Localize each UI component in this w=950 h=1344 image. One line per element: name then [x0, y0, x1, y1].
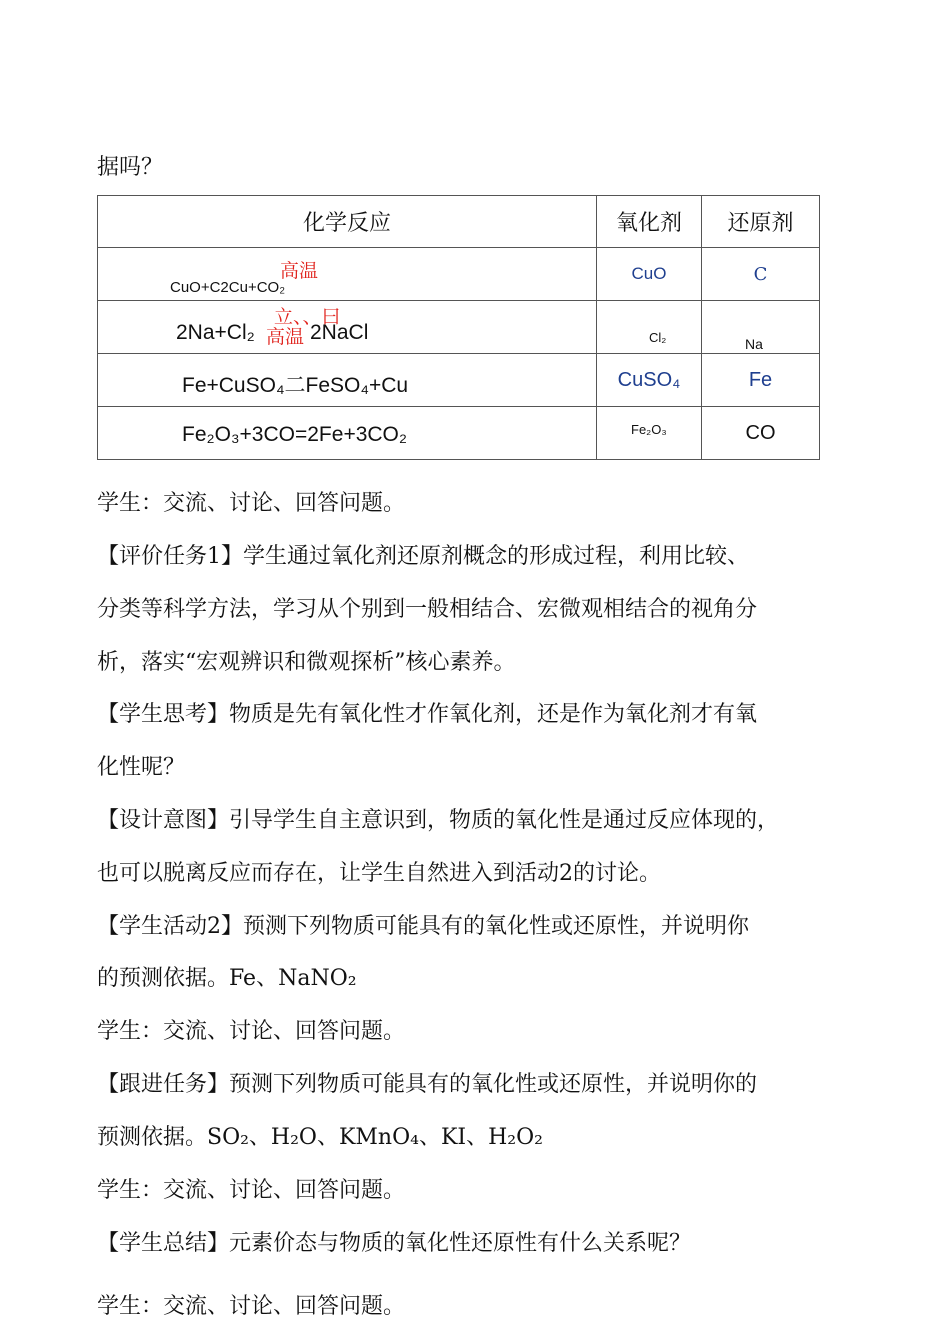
paragraph-line: 【学生总结】元素价态与物质的氧化性还原性有什么关系呢？ [97, 1231, 692, 1256]
reductant-cell [702, 407, 820, 460]
reaction-condition: 高温 [280, 261, 319, 282]
paragraph-line: 【学生思考】物质是先有氧化性才作氧化剂，还是作为氧化剂才有氧 [97, 702, 758, 727]
paragraph-line: 学生：交流、讨论、回答问题。 [97, 1178, 406, 1203]
reductant-cell [702, 354, 820, 407]
paragraph-line: 也可以脱离反应而存在，让学生自然进入到活动2的讨论。 [97, 861, 661, 886]
reductant-value: Fe [748, 368, 773, 391]
paragraph-line: 的预测依据。Fe、NaNO₂ [97, 966, 357, 991]
oxidant-value: CuO [631, 264, 667, 283]
reaction-table [97, 195, 820, 460]
paragraph-line: 化性呢？ [97, 755, 186, 780]
table-row [98, 354, 820, 407]
reductant-value: Na [745, 336, 763, 352]
reductant-value: CO [745, 421, 776, 444]
paragraph-line: 【设计意图】引导学生自主意识到，物质的氧化性是通过反应体现的， [97, 808, 780, 833]
paragraph-line: 学生：交流、讨论、回答问题。 [97, 1294, 406, 1319]
paragraph-line: 【评价任务1】学生通过氧化剂还原剂概念的形成过程，利用比较、 [97, 544, 749, 569]
oxidant-value: Fe₂O₃ [631, 422, 667, 437]
reductant-cell [702, 248, 820, 301]
paragraph-line: 学生：交流、讨论、回答问题。 [97, 1019, 406, 1044]
reductant-cell [702, 301, 820, 354]
reaction-equation: Fe+CuSO₄二FeSO₄+Cu [182, 374, 409, 397]
reaction-cell [98, 248, 597, 301]
paragraph-line: 预测依据。SO₂、H₂O、KMnO₄、KI、H₂O₂ [97, 1125, 543, 1150]
oxidant-value: CuSO₄ [617, 368, 681, 391]
oxidant-cell [597, 301, 702, 354]
reductant-value: C [753, 263, 768, 285]
oxidant-value: Cl₂ [649, 330, 667, 345]
reaction-cell [98, 407, 597, 460]
header-oxidant: 氧化剂 [597, 196, 702, 248]
intro-fragment: 据吗？ [97, 155, 164, 180]
paragraph-line: 分类等科学方法，学习从个别到一般相结合、宏微观相结合的视角分 [97, 597, 758, 622]
header-reaction: 化学反应 [98, 196, 597, 248]
table-row [98, 301, 820, 354]
reaction-cell [98, 354, 597, 407]
paragraph-line: 析，落实“宏观辨识和微观探析”核心素养。 [97, 650, 516, 675]
reaction-equation-right: 2NaCl [310, 321, 369, 344]
paragraph-line: 【跟进任务】预测下列物质可能具有的氧化性或还原性，并说明你的 [97, 1072, 758, 1097]
header-reductant: 还原剂 [702, 196, 820, 248]
oxidant-cell [597, 354, 702, 407]
reaction-condition-top: 立、、曰 [274, 307, 341, 328]
paragraph-line: 学生：交流、讨论、回答问题。 [97, 491, 406, 516]
reaction-cell [98, 301, 597, 354]
oxidant-cell [597, 407, 702, 460]
oxidant-cell [597, 248, 702, 301]
paragraph-line: 【学生活动2】预测下列物质可能具有的氧化性或还原性，并说明你 [97, 914, 749, 939]
reaction-equation: Fe₂O₃+3CO=2Fe+3CO₂ [182, 423, 408, 446]
table-row [98, 407, 820, 460]
reaction-equation: CuO+C2Cu+CO₂ [170, 279, 286, 296]
reaction-condition: 高温 [266, 327, 305, 348]
reaction-equation-left: 2Na+Cl₂ [176, 321, 255, 344]
table-row [98, 248, 820, 301]
